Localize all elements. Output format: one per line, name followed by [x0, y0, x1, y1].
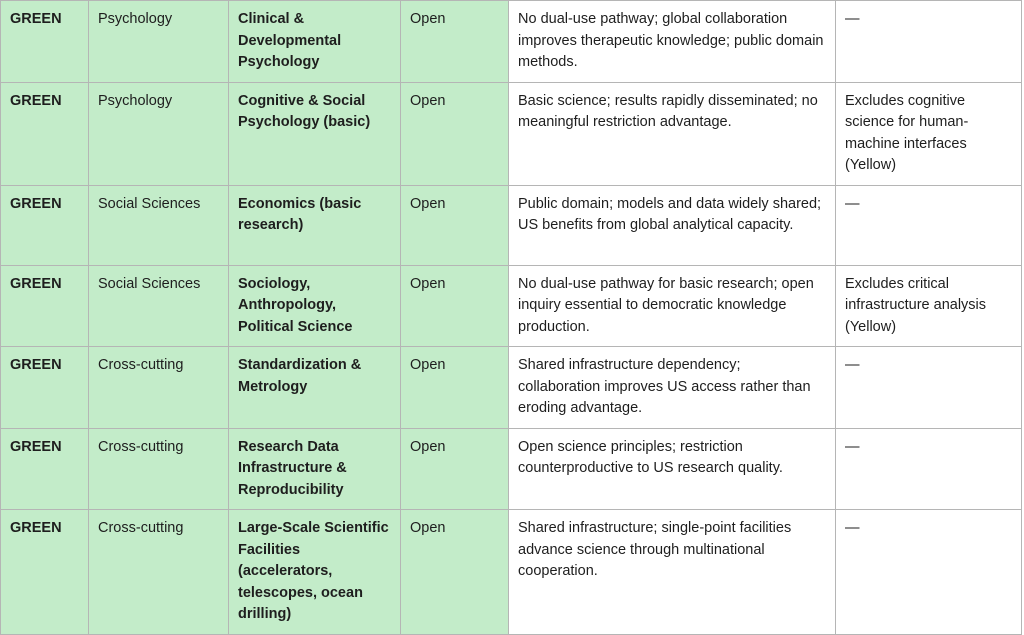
- status-badge: GREEN: [1, 1, 89, 83]
- table-row: [1, 510, 1022, 635]
- status-badge: GREEN: [1, 185, 89, 265]
- access-cell: Open: [401, 1, 509, 83]
- status-badge: GREEN: [1, 82, 89, 185]
- access-cell: Open: [401, 428, 509, 510]
- table-row: [1, 82, 1022, 185]
- access-cell: Open: [401, 265, 509, 347]
- exclusions-cell: —: [836, 428, 1022, 510]
- table-row: [1, 1, 1022, 83]
- access-cell: Open: [401, 185, 509, 265]
- field-cell: Psychology: [89, 82, 229, 185]
- exclusions-cell: —: [836, 510, 1022, 635]
- category-cell: Research Data Infrastructure & Reproducibility: [229, 428, 401, 510]
- exclusions-cell: Excludes cognitive science for human-machine interfaces (Yellow): [836, 82, 1022, 185]
- rationale-cell: Public domain; models and data widely shared; US benefits from global analytical capacity.: [509, 185, 836, 265]
- status-badge: GREEN: [1, 428, 89, 510]
- rationale-cell: Shared infrastructure dependency; collaboration improves US access rather than eroding advantage.: [509, 347, 836, 429]
- status-badge: GREEN: [1, 265, 89, 347]
- exclusions-cell: —: [836, 185, 1022, 265]
- rationale-cell: Open science principles; restriction counterproductive to US research quality.: [509, 428, 836, 510]
- field-cell: Psychology: [89, 1, 229, 83]
- field-cell: Social Sciences: [89, 185, 229, 265]
- rationale-cell: No dual-use pathway; global collaboration improves therapeutic knowledge; public domain methods.: [509, 1, 836, 83]
- category-cell: Large-Scale Scientific Facilities (accelerators, telescopes, ocean drilling): [229, 510, 401, 635]
- category-cell: Economics (basic research): [229, 185, 401, 265]
- exclusions-cell: —: [836, 1, 1022, 83]
- table-row: [1, 347, 1022, 429]
- status-badge: GREEN: [1, 347, 89, 429]
- table-row: [1, 185, 1022, 265]
- field-cell: Cross-cutting: [89, 347, 229, 429]
- field-cell: Social Sciences: [89, 265, 229, 347]
- category-cell: Cognitive & Social Psychology (basic): [229, 82, 401, 185]
- access-cell: Open: [401, 82, 509, 185]
- rationale-cell: Shared infrastructure; single-point facilities advance science through multinational cooperation.: [509, 510, 836, 635]
- table-row: [1, 265, 1022, 347]
- exclusions-cell: Excludes critical infrastructure analysis (Yellow): [836, 265, 1022, 347]
- rationale-cell: No dual-use pathway for basic research; open inquiry essential to democratic knowledge production.: [509, 265, 836, 347]
- field-cell: Cross-cutting: [89, 428, 229, 510]
- access-cell: Open: [401, 347, 509, 429]
- category-cell: Standardization & Metrology: [229, 347, 401, 429]
- status-badge: GREEN: [1, 510, 89, 635]
- exclusions-cell: —: [836, 347, 1022, 429]
- field-cell: Cross-cutting: [89, 510, 229, 635]
- category-cell: Sociology, Anthropology, Political Science: [229, 265, 401, 347]
- access-cell: Open: [401, 510, 509, 635]
- table-row: [1, 428, 1022, 510]
- category-cell: Clinical & Developmental Psychology: [229, 1, 401, 83]
- rationale-cell: Basic science; results rapidly disseminated; no meaningful restriction advantage.: [509, 82, 836, 185]
